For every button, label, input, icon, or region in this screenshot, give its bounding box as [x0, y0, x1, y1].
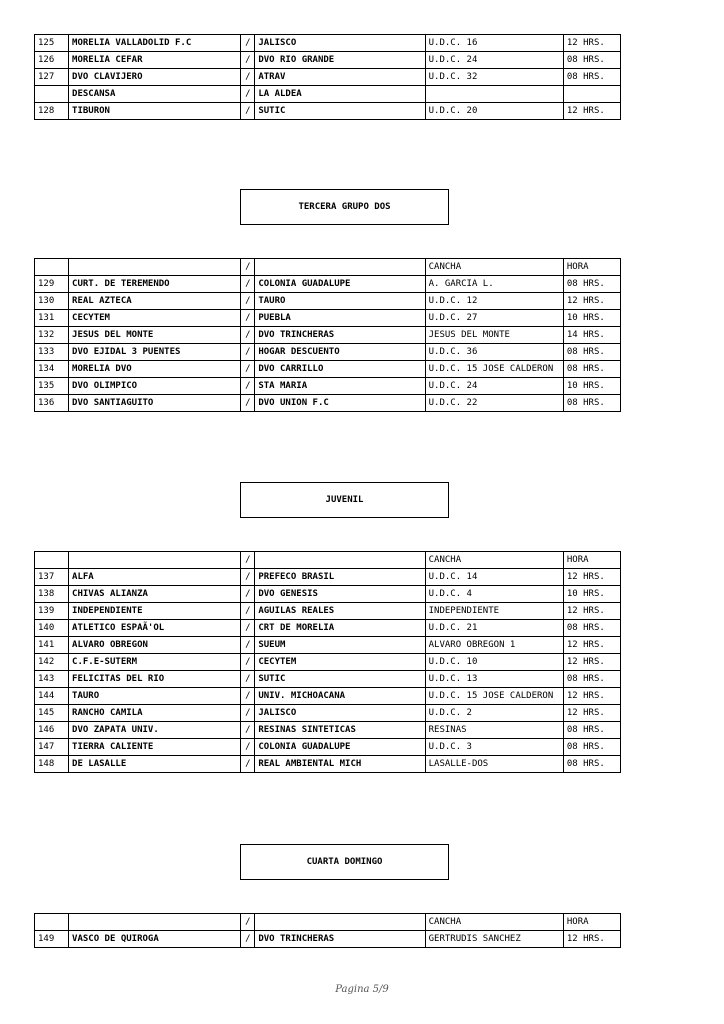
table-row [35, 276, 621, 293]
schedule-table [34, 913, 621, 948]
table-row [35, 344, 621, 361]
time: 08 HRS. [563, 361, 620, 378]
section-title: TERCERA GRUPO DOS [240, 189, 449, 225]
away-team: DVO GENESIS [255, 586, 425, 603]
away-team: TAURO [255, 293, 425, 310]
home-team: MORELIA VALLADOLID F.C [69, 35, 241, 52]
versus-separator: / [241, 637, 255, 654]
table-row [35, 361, 621, 378]
header-field: CANCHA [425, 552, 563, 569]
header-match-number [35, 552, 69, 569]
field: U.D.C. 22 [425, 395, 563, 412]
table-row [35, 654, 621, 671]
versus-separator: / [241, 361, 255, 378]
table-row [35, 705, 621, 722]
table-row [35, 739, 621, 756]
versus-separator: / [241, 705, 255, 722]
versus-separator: / [241, 756, 255, 773]
versus-separator: / [241, 86, 255, 103]
field: U.D.C. 13 [425, 671, 563, 688]
time: 12 HRS. [563, 654, 620, 671]
match-number [35, 86, 69, 103]
field: U.D.C. 3 [425, 739, 563, 756]
match-number: 129 [35, 276, 69, 293]
match-number: 128 [35, 103, 69, 120]
table-row [35, 378, 621, 395]
away-team: RESINAS SINTETICAS [255, 722, 425, 739]
field: U.D.C. 24 [425, 52, 563, 69]
away-team: REAL AMBIENTAL MICH [255, 756, 425, 773]
match-number: 144 [35, 688, 69, 705]
time: 10 HRS. [563, 378, 620, 395]
time: 12 HRS. [563, 688, 620, 705]
home-team: DVO ZAPATA UNIV. [69, 722, 241, 739]
time: 08 HRS. [563, 722, 620, 739]
home-team: TIERRA CALIENTE [69, 739, 241, 756]
header-time: HORA [563, 259, 620, 276]
table-row [35, 327, 621, 344]
match-number: 143 [35, 671, 69, 688]
time: 08 HRS. [563, 620, 620, 637]
time: 12 HRS. [563, 293, 620, 310]
away-team: DVO RIO GRANDE [255, 52, 425, 69]
match-number: 148 [35, 756, 69, 773]
match-number: 135 [35, 378, 69, 395]
time [563, 86, 620, 103]
versus-separator: / [241, 293, 255, 310]
match-number: 127 [35, 69, 69, 86]
field: U.D.C. 14 [425, 569, 563, 586]
header-field: CANCHA [425, 259, 563, 276]
header-home-team [69, 914, 241, 931]
away-team: COLONIA GUADALUPE [255, 739, 425, 756]
match-number: 134 [35, 361, 69, 378]
home-team: DE LASALLE [69, 756, 241, 773]
away-team: UNIV. MICHOACANA [255, 688, 425, 705]
match-number: 138 [35, 586, 69, 603]
home-team: ALVARO OBREGON [69, 637, 241, 654]
away-team: CECYTEM [255, 654, 425, 671]
table-row [35, 293, 621, 310]
match-number: 137 [35, 569, 69, 586]
away-team: DVO UNION F.C [255, 395, 425, 412]
time: 12 HRS. [563, 35, 620, 52]
home-team: DVO EJIDAL 3 PUENTES [69, 344, 241, 361]
versus-separator: / [241, 378, 255, 395]
table-row [35, 35, 621, 52]
versus-separator: / [241, 654, 255, 671]
away-team: CRT DE MORELIA [255, 620, 425, 637]
table-row [35, 69, 621, 86]
away-team: PREFECO BRASIL [255, 569, 425, 586]
away-team: COLONIA GUADALUPE [255, 276, 425, 293]
home-team: MORELIA CEFAR [69, 52, 241, 69]
field: U.D.C. 36 [425, 344, 563, 361]
home-team: MORELIA DVO [69, 361, 241, 378]
match-number: 133 [35, 344, 69, 361]
home-team: FELICITAS DEL RIO [69, 671, 241, 688]
versus-separator: / [241, 69, 255, 86]
time: 12 HRS. [563, 103, 620, 120]
away-team: HOGAR DESCUENTO [255, 344, 425, 361]
away-team: SUTIC [255, 671, 425, 688]
table-row [35, 637, 621, 654]
home-team: TIBURON [69, 103, 241, 120]
section-title: JUVENIL [240, 482, 449, 518]
header-time: HORA [563, 552, 620, 569]
time: 12 HRS. [563, 569, 620, 586]
table-row [35, 931, 621, 948]
table-row [35, 671, 621, 688]
header-away-team [255, 914, 425, 931]
versus-separator: / [241, 395, 255, 412]
versus-separator: / [241, 739, 255, 756]
table-row [35, 586, 621, 603]
field: U.D.C. 32 [425, 69, 563, 86]
match-number: 130 [35, 293, 69, 310]
time: 14 HRS. [563, 327, 620, 344]
versus-separator: / [241, 344, 255, 361]
field: ALVARO OBREGON 1 [425, 637, 563, 654]
field: U.D.C. 27 [425, 310, 563, 327]
field: U.D.C. 24 [425, 378, 563, 395]
time: 08 HRS. [563, 52, 620, 69]
header-versus-separator: / [241, 914, 255, 931]
away-team: ATRAV [255, 69, 425, 86]
home-team: TAURO [69, 688, 241, 705]
header-versus-separator: / [241, 552, 255, 569]
match-number: 142 [35, 654, 69, 671]
match-number: 132 [35, 327, 69, 344]
field: U.D.C. 2 [425, 705, 563, 722]
versus-separator: / [241, 671, 255, 688]
field: LASALLE-DOS [425, 756, 563, 773]
away-team: JALISCO [255, 35, 425, 52]
field: U.D.C. 15 JOSE CALDERON [425, 361, 563, 378]
home-team: VASCO DE QUIROGA [69, 931, 241, 948]
field: GERTRUDIS SANCHEZ [425, 931, 563, 948]
home-team: CURT. DE TEREMENDO [69, 276, 241, 293]
field: U.D.C. 21 [425, 620, 563, 637]
versus-separator: / [241, 603, 255, 620]
versus-separator: / [241, 327, 255, 344]
versus-separator: / [241, 103, 255, 120]
match-number: 125 [35, 35, 69, 52]
away-team: PUEBLA [255, 310, 425, 327]
time: 08 HRS. [563, 276, 620, 293]
field: INDEPENDIENTE [425, 603, 563, 620]
field: U.D.C. 4 [425, 586, 563, 603]
field: JESUS DEL MONTE [425, 327, 563, 344]
field: U.D.C. 20 [425, 103, 563, 120]
match-number: 140 [35, 620, 69, 637]
home-team: JESUS DEL MONTE [69, 327, 241, 344]
table-row [35, 603, 621, 620]
home-team: DVO CLAVIJERO [69, 69, 241, 86]
home-team: DESCANSA [69, 86, 241, 103]
field [425, 86, 563, 103]
away-team: JALISCO [255, 705, 425, 722]
table-row [35, 688, 621, 705]
time: 12 HRS. [563, 931, 620, 948]
header-away-team [255, 552, 425, 569]
match-number: 131 [35, 310, 69, 327]
away-team: LA ALDEA [255, 86, 425, 103]
home-team: DVO OLIMPICO [69, 378, 241, 395]
field: U.D.C. 16 [425, 35, 563, 52]
header-match-number [35, 259, 69, 276]
table-row [35, 86, 621, 103]
schedule-table [34, 551, 621, 773]
away-team: SUEUM [255, 637, 425, 654]
away-team: AGUILAS REALES [255, 603, 425, 620]
table-header-row [35, 914, 621, 931]
table-row [35, 620, 621, 637]
versus-separator: / [241, 722, 255, 739]
versus-separator: / [241, 52, 255, 69]
table-row [35, 103, 621, 120]
time: 08 HRS. [563, 69, 620, 86]
table-header-row [35, 552, 621, 569]
home-team: INDEPENDIENTE [69, 603, 241, 620]
versus-separator: / [241, 688, 255, 705]
away-team: SUTIC [255, 103, 425, 120]
time: 12 HRS. [563, 603, 620, 620]
header-field: CANCHA [425, 914, 563, 931]
away-team: DVO CARRILLO [255, 361, 425, 378]
match-number: 146 [35, 722, 69, 739]
table-row [35, 52, 621, 69]
time: 10 HRS. [563, 586, 620, 603]
header-home-team [69, 552, 241, 569]
home-team: REAL AZTECA [69, 293, 241, 310]
match-number: 139 [35, 603, 69, 620]
field: U.D.C. 10 [425, 654, 563, 671]
table-row [35, 722, 621, 739]
away-team: STA MARIA [255, 378, 425, 395]
home-team: CHIVAS ALIANZA [69, 586, 241, 603]
header-time: HORA [563, 914, 620, 931]
field: U.D.C. 15 JOSE CALDERON [425, 688, 563, 705]
match-number: 147 [35, 739, 69, 756]
page-number: Pagina 5/9 [335, 984, 389, 995]
schedule-table [34, 34, 621, 120]
field: U.D.C. 12 [425, 293, 563, 310]
versus-separator: / [241, 35, 255, 52]
table-row [35, 569, 621, 586]
home-team: C.F.E-SUTERM [69, 654, 241, 671]
table-row [35, 395, 621, 412]
away-team: DVO TRINCHERAS [255, 931, 425, 948]
time: 08 HRS. [563, 671, 620, 688]
section-title: CUARTA DOMINGO [240, 844, 449, 880]
versus-separator: / [241, 276, 255, 293]
header-versus-separator: / [241, 259, 255, 276]
versus-separator: / [241, 586, 255, 603]
home-team: DVO SANTIAGUITO [69, 395, 241, 412]
match-number: 136 [35, 395, 69, 412]
home-team: ALFA [69, 569, 241, 586]
table-row [35, 756, 621, 773]
time: 08 HRS. [563, 344, 620, 361]
header-match-number [35, 914, 69, 931]
away-team: DVO TRINCHERAS [255, 327, 425, 344]
match-number: 141 [35, 637, 69, 654]
field: RESINAS [425, 722, 563, 739]
header-away-team [255, 259, 425, 276]
match-number: 149 [35, 931, 69, 948]
time: 08 HRS. [563, 756, 620, 773]
versus-separator: / [241, 310, 255, 327]
home-team: ATLETICO ESPAÃ'OL [69, 620, 241, 637]
field: A. GARCIA L. [425, 276, 563, 293]
versus-separator: / [241, 620, 255, 637]
time: 12 HRS. [563, 637, 620, 654]
time: 08 HRS. [563, 739, 620, 756]
time: 12 HRS. [563, 705, 620, 722]
schedule-table [34, 258, 621, 412]
versus-separator: / [241, 569, 255, 586]
match-number: 145 [35, 705, 69, 722]
home-team: CECYTEM [69, 310, 241, 327]
match-number: 126 [35, 52, 69, 69]
versus-separator: / [241, 931, 255, 948]
table-header-row [35, 259, 621, 276]
table-row [35, 310, 621, 327]
time: 10 HRS. [563, 310, 620, 327]
time: 08 HRS. [563, 395, 620, 412]
home-team: RANCHO CAMILA [69, 705, 241, 722]
header-home-team [69, 259, 241, 276]
